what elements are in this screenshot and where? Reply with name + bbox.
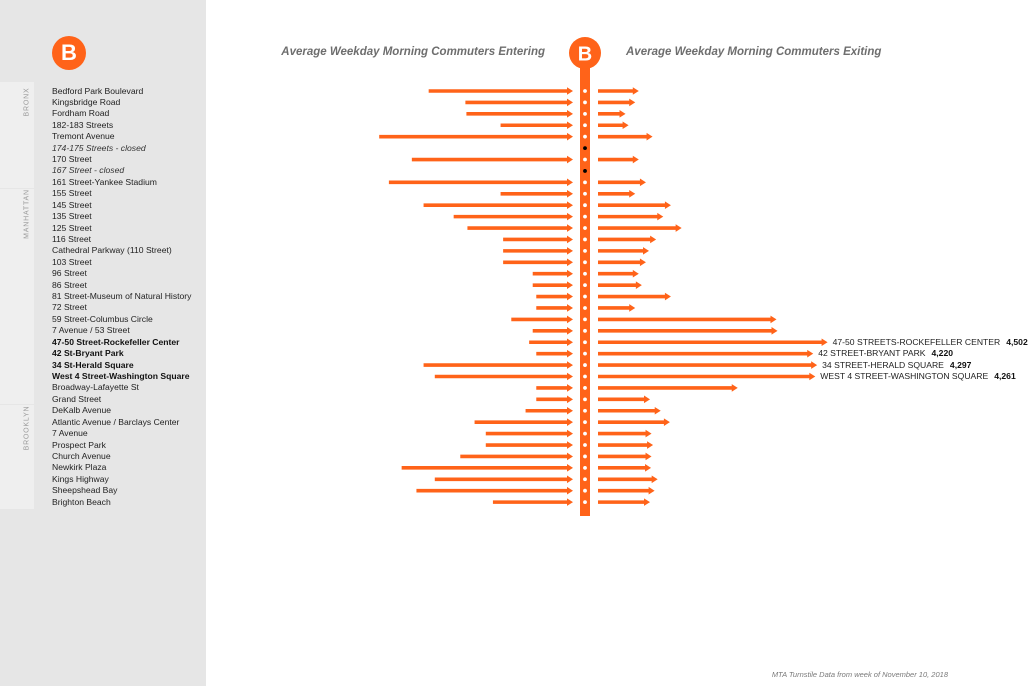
entering-arrow [460, 453, 573, 461]
entering-arrow [389, 179, 573, 187]
station-label: 59 Street-Columbus Circle [52, 313, 153, 324]
station-dot [583, 363, 587, 367]
entering-arrow [536, 304, 573, 312]
exiting-arrow [598, 304, 635, 312]
exiting-arrow [598, 407, 661, 415]
station-label: 116 Street [52, 233, 92, 244]
exiting-arrow [598, 498, 650, 506]
route-logo-letter: B [577, 43, 593, 66]
entering-arrow [424, 201, 573, 209]
station-label: DeKalb Avenue [52, 405, 112, 416]
exiting-arrow [598, 475, 658, 483]
station-dot [583, 101, 587, 105]
closed-station-dot [583, 146, 587, 150]
station-dot [583, 432, 587, 436]
station-dot [583, 500, 587, 504]
station-label: Cathedral Parkway (110 Street) [52, 245, 172, 256]
station-dot [583, 215, 587, 219]
exiting-arrow [598, 156, 639, 164]
exiting-arrow [598, 441, 653, 449]
station-label: 72 Street [52, 302, 87, 313]
entering-arrows [379, 87, 573, 506]
exiting-arrow [598, 430, 652, 438]
station-label: 182-183 Streets [52, 119, 114, 130]
station-label: 174-175 Streets - closed [52, 142, 146, 153]
exit-callout-label: 34 STREET-HERALD SQUARE [822, 359, 944, 370]
entering-arrow [536, 293, 573, 301]
station-dot [583, 123, 587, 127]
station-dot [583, 238, 587, 242]
exit-callout [822, 360, 971, 371]
station-label: Kingsbridge Road [52, 96, 121, 107]
station-label: Kings Highway [52, 473, 109, 484]
station-label: 42 St-Bryant Park [52, 348, 124, 359]
exit-callout-value: 4,261 [994, 371, 1016, 381]
exiting-arrow [598, 327, 778, 335]
entering-arrow [501, 190, 573, 198]
station-dot [583, 340, 587, 344]
closed-station-dot [583, 169, 587, 173]
station-label: 96 Street [52, 268, 87, 279]
entering-arrow [465, 99, 573, 107]
station-label: 103 Street [52, 256, 92, 267]
station-label: 161 Street-Yankee Stadium [52, 176, 157, 187]
station-dot [583, 249, 587, 253]
station-dot [583, 420, 587, 424]
exiting-arrow [598, 293, 671, 301]
entering-arrow [533, 270, 573, 278]
exiting-arrow [598, 259, 646, 267]
entering-arrow [466, 110, 573, 118]
station-dot [583, 489, 587, 493]
entering-arrow [536, 396, 573, 404]
station-label: Prospect Park [52, 439, 106, 450]
station-label: 170 Street [52, 154, 92, 165]
data-source-note: MTA Turnstile Data from week of November 10, 2018 [771, 670, 948, 679]
station-label: 34 St-Herald Square [52, 359, 134, 370]
exit-callout-value: 4,297 [949, 359, 972, 370]
entering-arrow [435, 475, 573, 483]
exiting-arrow [598, 224, 682, 232]
station-label: Bedford Park Boulevard [52, 85, 144, 96]
entering-arrow [503, 259, 573, 267]
station-label: Fordham Road [52, 108, 110, 119]
exiting-arrow [598, 361, 817, 369]
entering-arrow [511, 316, 573, 324]
exiting-arrow [598, 384, 738, 392]
heading-exiting: Average Weekday Morning Commuters Exiting [626, 46, 882, 58]
entering-arrow [536, 350, 573, 358]
entering-arrow [503, 236, 573, 244]
exit-callout-value: 4,220 [931, 348, 954, 359]
station-label: Atlantic Avenue / Barclays Center [52, 416, 180, 427]
exiting-arrow [598, 190, 635, 198]
exiting-arrow [598, 236, 656, 244]
exiting-arrow [598, 418, 670, 426]
exiting-arrow [598, 201, 671, 209]
station-label: Broadway-Lafayette St [52, 382, 139, 393]
station-label: Newkirk Plaza [52, 462, 107, 473]
exiting-arrow [598, 316, 777, 324]
exiting-arrow [598, 247, 649, 255]
exiting-arrow [598, 270, 639, 278]
entering-arrow [424, 361, 573, 369]
entering-arrow [435, 373, 573, 381]
station-dot [583, 409, 587, 413]
station-dot [583, 226, 587, 230]
entering-arrow [503, 247, 573, 255]
station-label: 135 Street [52, 211, 92, 222]
station-label: 125 Street [52, 222, 92, 233]
exiting-arrow [598, 338, 828, 346]
station-label: Grand Street [52, 393, 102, 404]
station-dot [583, 158, 587, 162]
entering-arrow [454, 213, 573, 221]
exiting-arrow [598, 396, 650, 404]
borough-label-brooklyn: BROOKLYN [23, 405, 31, 451]
station-label: 7 Avenue [52, 428, 88, 439]
exiting-arrow [598, 87, 639, 95]
entering-arrow [493, 498, 573, 506]
station-label: Tremont Avenue [52, 131, 115, 142]
station-dot [583, 89, 587, 93]
station-label: 81 Street-Museum of Natural History [52, 291, 192, 302]
station-dot [583, 318, 587, 322]
station-dot [583, 203, 587, 207]
station-dot [583, 397, 587, 401]
station-label: Church Avenue [52, 450, 111, 461]
exiting-arrow [598, 133, 653, 141]
exiting-arrow [598, 350, 813, 358]
station-dot [583, 112, 587, 116]
station-label: 47-50 Street-Rockefeller Center [52, 336, 180, 347]
station-dot [583, 352, 587, 356]
borough-label-bronx: BRONX [23, 87, 31, 117]
station-dot [583, 180, 587, 184]
entering-arrow [379, 133, 573, 141]
station-dot [583, 260, 587, 264]
b-line-logo: B [52, 36, 86, 70]
exiting-arrow [598, 213, 663, 221]
entering-arrow [501, 121, 573, 129]
entering-arrow [533, 327, 573, 335]
exiting-arrow [598, 453, 652, 461]
station-label: 167 Street - closed [52, 165, 125, 176]
station-dot [583, 283, 587, 287]
exit-callout-label: 42 STREET-BRYANT PARK [818, 348, 926, 359]
station-label: 145 Street [52, 199, 92, 210]
exiting-arrow [598, 281, 642, 289]
station-label: West 4 Street-Washington Square [52, 371, 190, 381]
entering-arrow [475, 418, 573, 426]
exiting-arrow [598, 110, 626, 118]
exit-callout-label: 47-50 STREETS-ROCKEFELLER CENTER [832, 336, 1001, 347]
exiting-arrow [598, 373, 815, 381]
heading-entering: Average Weekday Morning Commuters Entering [281, 46, 545, 58]
entering-arrow [533, 281, 573, 289]
exit-callout [818, 348, 953, 359]
entering-arrow [526, 407, 573, 415]
station-label: 86 Street [52, 279, 87, 290]
station-dot [583, 306, 587, 310]
station-label: 7 Avenue / 53 Street [52, 325, 130, 336]
station-dot [583, 329, 587, 333]
borough-label-manhattan: MANHATTAN [23, 189, 31, 239]
station-dot [583, 477, 587, 481]
station-label: Brighton Beach [52, 496, 111, 507]
entering-arrow [536, 384, 573, 392]
exit-callout [833, 337, 1028, 348]
station-label: Sheepshead Bay [52, 485, 118, 496]
exiting-arrow [598, 179, 646, 187]
exiting-arrow [598, 464, 651, 472]
entering-arrow [467, 224, 573, 232]
entering-arrow [429, 87, 573, 95]
exit-callout-label: WEST 4 STREET-WASHINGTON SQUARE [820, 371, 989, 381]
station-dot [583, 272, 587, 276]
station-dot [583, 386, 587, 390]
exiting-arrow [598, 121, 629, 129]
station-label: 155 Street [52, 188, 92, 199]
station-dot [583, 455, 587, 459]
entering-arrow [402, 464, 573, 472]
exiting-arrow [598, 99, 635, 107]
station-dot [583, 443, 587, 447]
station-dot [583, 135, 587, 139]
station-dot [583, 466, 587, 470]
entering-arrow [486, 441, 573, 449]
exit-callout-value: 4,502 [1006, 336, 1028, 347]
station-dot [583, 192, 587, 196]
entering-arrow [416, 487, 573, 495]
entering-arrow [486, 430, 573, 438]
station-dot [583, 295, 587, 299]
station-dot [583, 375, 587, 379]
exiting-arrows [598, 87, 828, 506]
exit-callout [820, 371, 1015, 382]
exiting-arrow [598, 487, 655, 495]
entering-arrow [529, 338, 573, 346]
entering-arrow [412, 156, 573, 164]
